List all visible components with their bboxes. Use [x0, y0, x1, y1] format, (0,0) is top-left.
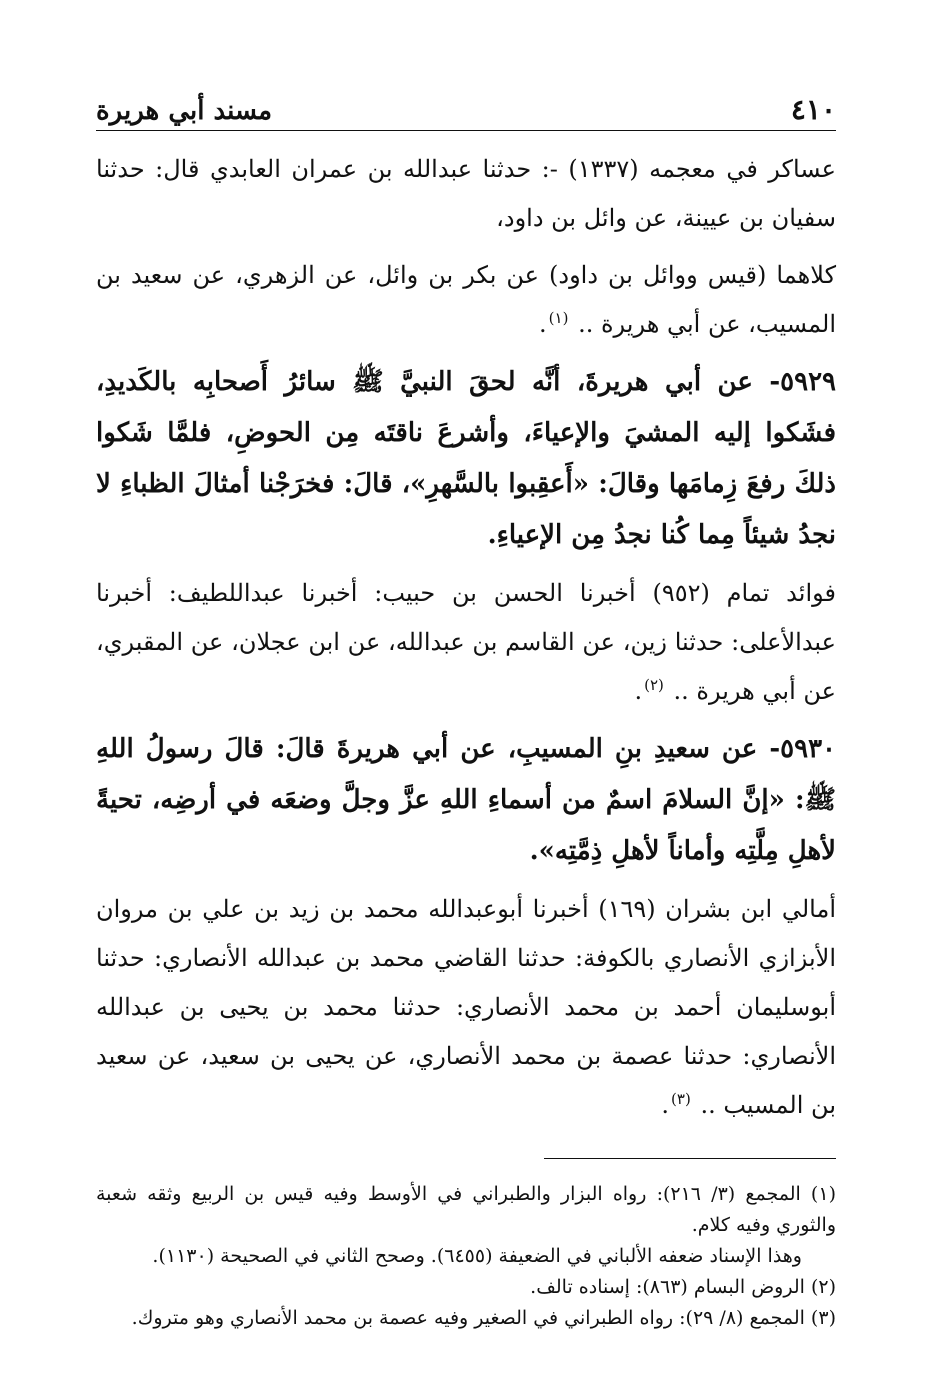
footnote-1: (١) المجمع (٣/ ٢١٦): رواه البزار والطبراني في الأوسط وفيه قيس بن الربيع وثقه شعبة والثوري وفيه كلام. — [96, 1183, 836, 1236]
footnote-3: (٣) المجمع (٨/ ٢٩): رواه الطبراني في الصغير وفيه عصمة بن محمد الأنصاري وهو متروك. — [131, 1307, 836, 1329]
hadith-number: ٥٩٢٩- — [769, 367, 837, 397]
footnote-ref-3: (٣) — [671, 1090, 691, 1108]
source-paragraph-1 — [96, 145, 836, 243]
hadith-number: ٥٩٣٠- — [769, 734, 836, 764]
book-title: مسند أبي هريرة — [96, 96, 273, 126]
footnote-ref-2: (٢) — [644, 676, 664, 694]
source-paragraph-4 — [96, 885, 836, 1130]
footnotes — [96, 1179, 836, 1334]
book-page — [96, 88, 836, 1334]
source-paragraph-2 — [96, 251, 836, 349]
footnote-2: (٢) الروض البسام (٨٦٣): إسناده تالف. — [530, 1276, 836, 1298]
hadith-5929 — [96, 357, 836, 561]
source-text: عساكر في معجمه (١٣٣٧) -: حدثنا عبدالله بن عمران العابدي قال: حدثنا سفيان بن عيينة، عن وائل بن داود، — [96, 155, 836, 232]
source-text: كلاهما (قيس ووائل بن داود) عن بكر بن وائل، عن الزهري، عن سعيد بن المسيب، عن أبي هريرة .. — [96, 261, 836, 338]
footnote-ref-1: (١) — [548, 309, 569, 327]
page-body — [96, 145, 836, 1130]
sentence-end: . — [539, 310, 547, 338]
source-text: أمالي ابن بشران (١٦٩) أخبرنا أبوعبدالله محمد بن زيد بن علي بن مروان الأبزازي الأنصاري بالكوفة: حدثنا القاضي محمد بن عبدالله الأنصاري: حدثنا أبوسليمان أحمد بن محمد الأنصاري: حدثنا محمد بن يحيى بن عبدالله الأنصاري: حدثنا عصمة بن محمد الأنصاري، عن يحيى بن سعيد، عن سعيد بن المسيب .. — [96, 895, 836, 1119]
hadith-text: عن أبي هريرةَ، أنَّه لحقَ النبيَّ ﷺ سائرُ أَصحابِه بالكَديدِ، فشَكوا إليه المشيَ والإعياءَ، وأشرعَ ناقتَه مِن الحوضِ، فلمَّا شَكوا ذلكَ رفعَ زِمامَها وقالَ: «أَعقِبوا بالسَّهرِ»، قالَ: فخرَجْنا أمثالَ الظباءِ لا نجدُ شيئاً مِما كُنا نجدُ مِن الإعياءِ. — [96, 367, 836, 550]
footnote-divider — [544, 1158, 836, 1159]
source-text: فوائد تمام (٩٥٢) أخبرنا الحسن بن حبيب: أخبرنا عبداللطيف: أخبرنا عبدالأعلى: حدثنا زين، عن القاسم بن عبدالله، عن ابن عجلان، عن المقبري، عن أبي هريرة .. — [96, 579, 836, 705]
footnote-1-continuation: وهذا الإسناد ضعفه الألباني في الضعيفة (٦٤٥٥). وصحح الثاني في الصحيحة (١١٣٠). — [152, 1245, 802, 1267]
hadith-5930 — [96, 724, 836, 877]
sentence-end: . — [661, 1091, 670, 1119]
hadith-text: عن سعيدِ بنِ المسيبِ، عن أبي هريرةَ قالَ: قالَ رسولُ اللهِ ﷺ: «إنَّ السلامَ اسمٌ من أسماءِ اللهِ عزَّ وجلَّ وضعَه في أرضِه، تحيةً لأهلِ مِلَّتِه وأماناً لأهلِ ذِمَّتِه». — [96, 734, 836, 866]
page-number: ٤١٠ — [790, 93, 836, 126]
sentence-end: . — [634, 677, 643, 705]
source-paragraph-3 — [96, 569, 836, 716]
running-header — [96, 88, 836, 131]
